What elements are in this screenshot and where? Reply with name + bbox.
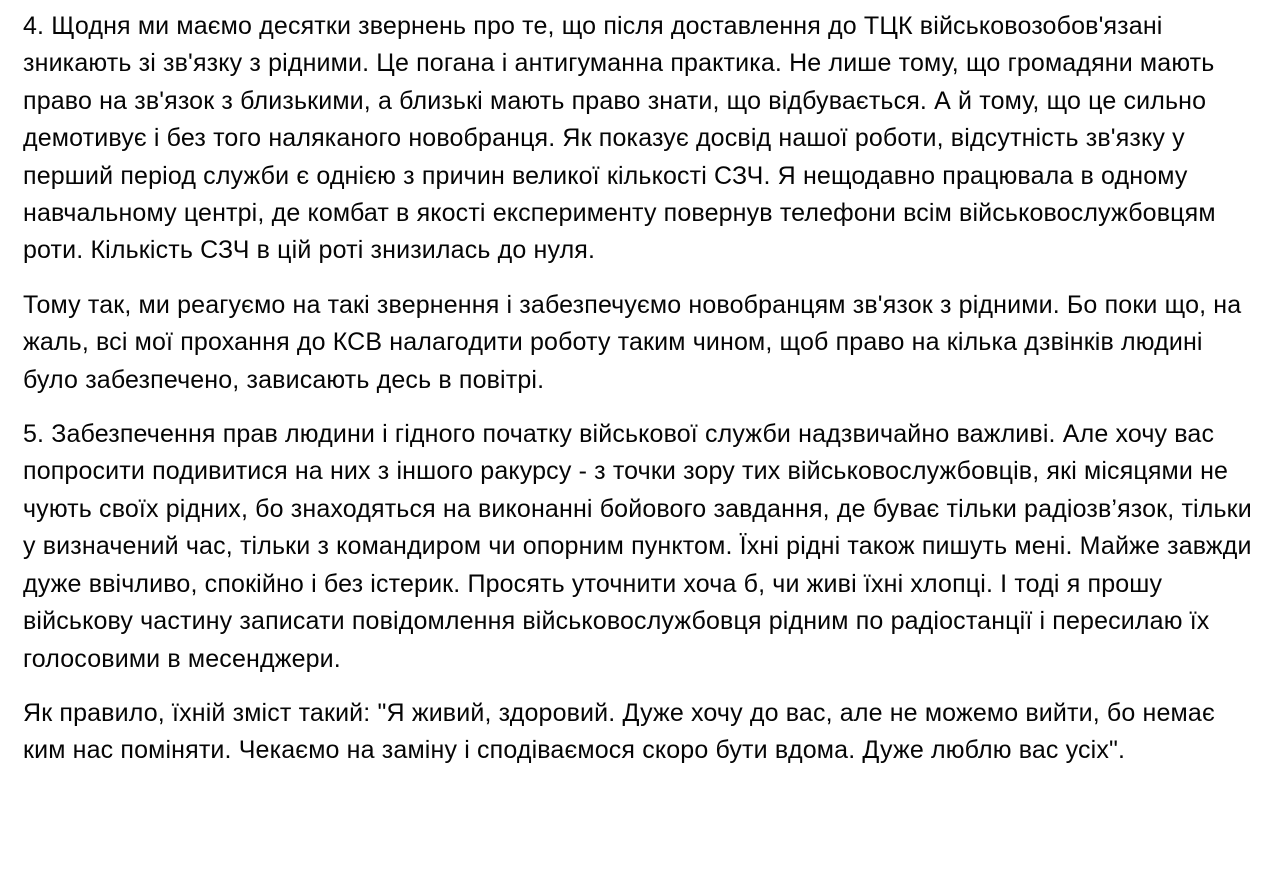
paragraph-5-continued: Як правило, їхній зміст такий: "Я живий, здоровий. Дуже хочу до вас, але не можемо вийти, бо немає ким нас поміняти. Чекаємо на заміну і сподіваємося скоро бути вдома. Дуже люблю вас усіх". [23,698,1215,765]
paragraph-4-continued: Тому так, ми реагуємо на такі звернення і забезпечуємо новобранцям зв'язок з рідними. Бо поки що, на жаль, всі мої прохання до КСВ налагодити роботу таким чином, щоб право на кілька дзвінків людині було забезпечено, зависають десь в повітрі. [23,290,1242,394]
paragraph-4: 4. Щодня ми маємо десятки звернень про те, що після доставлення до ТЦК військовозобов'язані зникають зі зв'язку з рідними. Це погана і антигуманна практика. Не лише тому, що громадяни мають право на зв'язок з близькими, а близькі мають право знати, що відбувається. А й тому, що це сильно демотивує і без того наляканого новобранця. Як показує досвід нашої роботи, відсутність зв'язку у перший період служби є однією з причин великої кількості СЗЧ. Я нещодавно працювала в одному навчальному центрі, де комбат в якості експерименту повернув телефони всім військовослужбовцям роти. Кількість СЗЧ в цій роті знизилась до нуля. [23,12,1216,265]
paragraph-5: 5. Забезпечення прав людини і гідного початку військової служби надзвичайно важливі. Але хочу вас попросити подивитися на них з іншого ракурсу - з точки зору тих військовослужбовців, які місяцями не чують своїх рідних, бо знаходяться на виконанні бойового завдання, де буває тільки радіозв’язок, тільки у визначений час, тільки з командиром чи опорним пунктом. Їхні рідні також пишуть мені. Майже завжди дуже ввічливо, спокійно і без істерик. Просять уточнити хоча б, чи живі їхні хлопці. І тоді я прошу військову частину записати повідомлення військовослужбовця рідним по радіостанції і пересилаю їх голосовими в месенджери. [23,420,1252,673]
